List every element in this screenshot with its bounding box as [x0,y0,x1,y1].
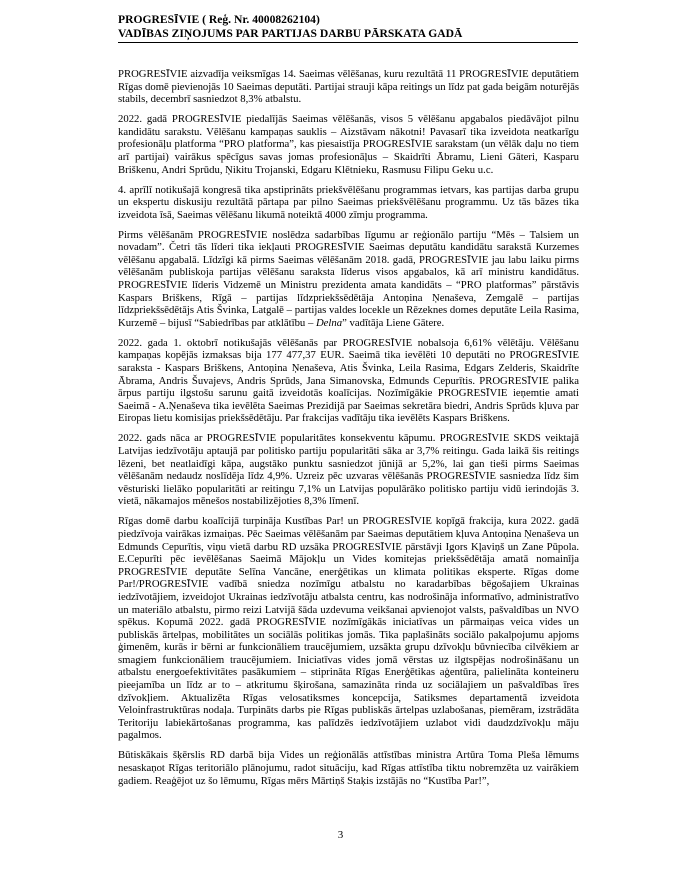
paragraph-popularity: 2022. gads nāca ar PROGRESĪVIE popularitātes konsekventu kāpumu. PROGRESĪVIE SKDS veiktajā Latvijas iedzīvotāju aptaujā par politisko partiju popularitāti sāka ar 3,7% reitingu. Gada laikā šis reitings lēzeni, bet neatlaidīgi kāpa, augstāko punktu sasniedzot jūnijā ar 5,2%, lai gan tieši pirms Saeimas vēlēšanām nedaudz noslīdēja līdz 4,9%. Uzreiz pēc uzvaras vēlēšanās PROGRESĪVIE sasniedza līdz šim vēsturiski lielāko popularitāti ar reitingu 7,1% un Latvijas populārāko politisko partiju vidū ierindojās 3. vietā, nākamajos mēnešos nostabilizējoties 8,3% līmenī. [118,432,579,508]
header-subtitle: VADĪBAS ZIŅOJUMS PAR PARTIJAS DARBU PĀRSKATA GADĀ [118,26,463,40]
paragraph-cooperation-tail: ” vadītāja Liene Gātere. [342,316,445,329]
paragraph-congress: 4. aprīlī notikušajā kongresā tika apstiprināts priekšvēlēšanu programmas ietvars, kas partijas darba grupu un ekspertu diskusiju rezultātā pārtapa par pilno Saeimas priekšvēlēšanu programmu. Uz tās bāzes tika izveidota īsā, Saeimas vēlēšanu likumā noteiktā 4000 zīmju programma. [118,183,579,221]
paragraph-cooperation [118,229,579,330]
page-number: 3 [337,829,344,841]
paragraph-obstacle: Būtiskākais šķērslis RD darbā bija Vides un reģionālās attīstības ministra Artūra Toma Pleša lēmums nesaskaņot Rīgas teritoriālo plānojumu, radot situāciju, kad Rīgas attīstība tiktu nobremzēta uz vairākiem gadiem. Reaģējot uz šo lēmumu, Rīgas mērs Mārtiņš Staķis izstājās no “Kustība Par!”, [118,749,579,787]
paragraph-cooperation-italic: Delna [315,316,343,329]
paragraph-cooperation-text: Pirms vēlēšanām PROGRESĪVIE noslēdza sadarbības līgumu ar reģionālo partiju “Mēs – Talsiem un novadam”. Četri tās līderi tika iekļauti PROGRESĪVIE Saeimas deputātu kandidātu sarakstā Kurzemes vēlēšanu apgabalā. Līdzīgi kā pirms Saeimas vēlēšanām 2018. gadā, PROGRESĪVIE jau labu laiku pirms vēlēšanām publiskoja partijas vēlēšanu saraksta līderus visos apgabalos, kā arī ministru kandidātus. PROGRESĪVIE līderis Vidzemē un Ministru prezidenta amata kandidāts – “PRO platformas” pārstāvis Kaspars Briškens, Rīgā – partijas līdzpriekšsēdētāja Antoņina Ņenaševa, Zemgalē – partijas līdzpriekšsēdētājs Atis Švinka, Latgalē – partijas valdes locekle un Rēzeknes domes deputāte Leila Rasima, Kurzemē – bijusī “Sabiedrības par atklātību – [118,228,579,329]
paragraph-election-results: PROGRESĪVIE aizvadīja veiksmīgas 14. Saeimas vēlēšanas, kuru rezultātā 11 PROGRESĪVIE deputātiem Rīgas domē pievienojās 10 Saeimas deputāti. Partijai strauji kāpa reitings un līdz pat gada beigām noturējās stabils, decembrī sasniedzot 8,3% atbalstu. [118,68,579,106]
paragraph-riga-council: Rīgas domē darbu koalīcijā turpināja Kustības Par! un PROGRESĪVIE kopīgā frakcija, kura 2022. gadā piedzīvoja vairākas izmaiņas. Pēc Saeimas vēlēšanām par Saeimas deputātiem kļuva Antoņina Ņenaševa un Edmunds Cepurītis, viņu vietā darbu RD uzsāka PROGRESĪVIE pārstāvji Igors Kļaviņš un Zane Pūpola. E.Cepurīti pēc ievēlēšanas Saeimā Mājokļu un Vides komitejas priekšsēdētāja amatā nomainīja PROGRESĪVIE deputāte Selīna Vancāne, enerģētikas un klimata politikas eksperte. Rīgas dome Par!/PROGRESĪVIE vadībā sniedza nozīmīgu atbalstu no karadarbības bēgošajiem Ukrainas iedzīvotājiem, izveidojot Ukrainas iedzīvotāju atbalsta centru, kas nodrošināja informatīvo, administratīvo un materiālo atbalstu, pirmo reizi Latvijā šāda uzdevuma veikšanai apvienojot valsts, pašvaldības un NVO spēkus. Kopumā 2022. gadā PROGRESĪVIE nozīmīgākās iniciatīvas un pārmaiņas veica vides un publiskās ārtelpas, mobilitātes un sociālās politikas jomās. Tika paplašināts sociālo pakalpojumu apjoms ģimenēm, kurās ir bērni ar funkcionāliem traucējumiem, uzsākta grupu dzīvokļu būvniecība cilvēkiem ar smagiem funkcionāliem traucējumiem. Iniciatīvas vides jomā vērstas uz ilgtspējas nodrošināšanu un atbalstu energoefektivitātes pasākumiem – stiprināta Rīgas Enerģētikas aģentūra, palielināta konteineru pieejamība un līdz ar to – atkritumu šķirošana, samazināta rinda uz sociālajiem un pašvaldības īres dzīvokļiem. Aktualizēta Rīgas velosatiksmes koncepcija, Satiksmes departamentā izveidota Veloinfrastruktūras nodaļa. Turpināts darbs pie Rīgas publiskās ārtelpas uzlabošanas, piemēram, izstrādāta Teritoriju labiekārtošanas programma, kas palīdzēs iedzīvotājiem uzlabot vidi daudzdzīvokļu māju pagalmos. [118,515,579,742]
page-header [118,13,578,43]
paragraph-october-elections: 2022. gada 1. oktobrī notikušajās vēlēšanās par PROGRESĪVIE nobalsoja 6,61% vēlētāju. Vēlēšanu kampaņas kopējās izmaksas bija 177 477,37 EUR. Saeimā tika ievēlēti 10 deputāti no PROGRESĪVIE saraksta - Kaspars Briškens, Antoņina Ņenaševa, Atis Švinka, Leila Rasima, Edgars Zelderis, Skaidrīte Ābrama, Andris Šuvajevs, Andris Sprūds, Jana Simanovska, Edmunds Cepurītis. PROGRESĪVIE palika ārpus partiju ilgstošu sarunu gaitā izveidotās koalīcijas. Nozīmīgākie PROGRESĪVIE ieņemtie amati Saeimā - A.Ņenaševa tika ievēlēta Saeimas Prezidijā par Saeimas sekretāra biedri, Andris Sprūds kļuva par Eiropas lietu komisijas priekšsēdētāju. Par frakcijas vadītāju tika ievēlēts Kaspars Briškens. [118,336,579,425]
header-title: PROGRESĪVIE ( Reģ. Nr. 40008262104) [118,13,320,26]
document-body [118,68,579,795]
paragraph-campaign: 2022. gadā PROGRESĪVIE piedalījās Saeimas vēlēšanās, visos 5 vēlēšanu apgabalos piedāvājot pilnu kandidātu sarakstu. Vēlēšanu kampaņas sauklis – Aizstāvam nākotni! Pavasarī tika izveidota neatkarīgu profesionāļu platforma “PRO platforma”, kas piesaistīja PROGRESĪVIE sarakstam (un vēlāk daļu no tiem arī partijai) vairākus spēcīgus savas jomas profesionāļus – Skaidrīti Ābramu, Lieni Gāteri, Kasparu Briškenu, Andri Sprūdu, Ņikitu Trojanski, Edgaru Klētnieku, Rasmusu Filipu Geku u.c. [118,113,579,176]
